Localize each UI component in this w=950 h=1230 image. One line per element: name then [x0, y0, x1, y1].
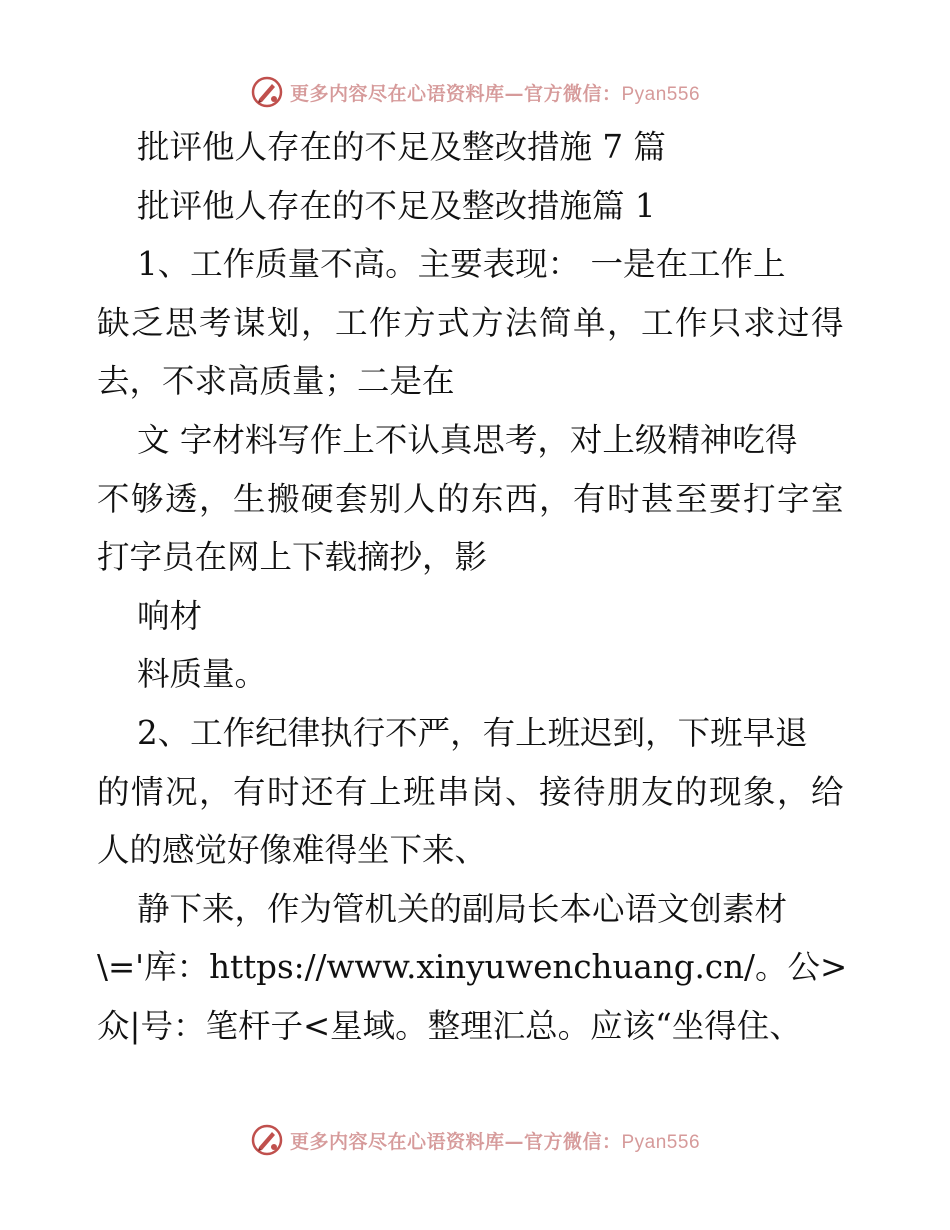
paragraph-line: 料质量。 — [137, 655, 268, 694]
paragraph-line: 的情况，有时还有上班串岗、接待朋友的现象，给 — [97, 772, 846, 811]
paragraph-line: 文 字材料写作上不认真思考，对上级精神吃得 — [137, 420, 798, 459]
watermark-text: 更多内容尽在心语资料库—官方微信：Pyan556 — [289, 1130, 701, 1153]
paragraph-line: 静下来，作为管机关的副局长本心语文创素材 — [137, 889, 788, 928]
paragraph-line: 1、工作质量不高。主要表现： 一是在工作上 — [137, 245, 786, 284]
paragraph-line: \='库：https://www.xinyuwenchuang.cn/。公> — [97, 948, 848, 987]
wechat-id: Pyan556 — [621, 1131, 701, 1153]
header-watermark — [0, 72, 950, 112]
paragraph-line: 人的感觉好像难得坐下来、 — [97, 831, 488, 870]
pen-logo-icon — [250, 1123, 284, 1157]
wechat-id: Pyan556 — [621, 83, 701, 105]
watermark-text: 更多内容尽在心语资料库—官方微信：Pyan556 — [289, 82, 701, 105]
paragraph-line: 响材 — [137, 596, 203, 635]
paragraph-line: 不够透，生搬硬套别人的东西，有时甚至要打字室 — [97, 479, 846, 518]
pen-logo-icon — [250, 75, 284, 109]
paragraph-line: 缺乏思考谋划，工作方式方法简单，工作只求过得 — [97, 303, 846, 342]
document-body — [97, 118, 857, 1056]
paragraph-line: 打字员在网上下载摘抄，影 — [97, 538, 488, 577]
paragraph-line: 众|号：笔杆子<星域。整理汇总。应该“坐得住、 — [97, 1006, 802, 1045]
paragraph-line: 去，不求高质量；二是在 — [97, 362, 455, 401]
footer-watermark — [0, 1120, 950, 1160]
section-heading: 批评他人存在的不足及整改措施篇 1 — [137, 186, 656, 225]
paragraph-line: 2、工作纪律执行不严，有上班迟到，下班早退 — [137, 713, 808, 752]
document-title: 批评他人存在的不足及整改措施 7 篇 — [137, 128, 666, 166]
